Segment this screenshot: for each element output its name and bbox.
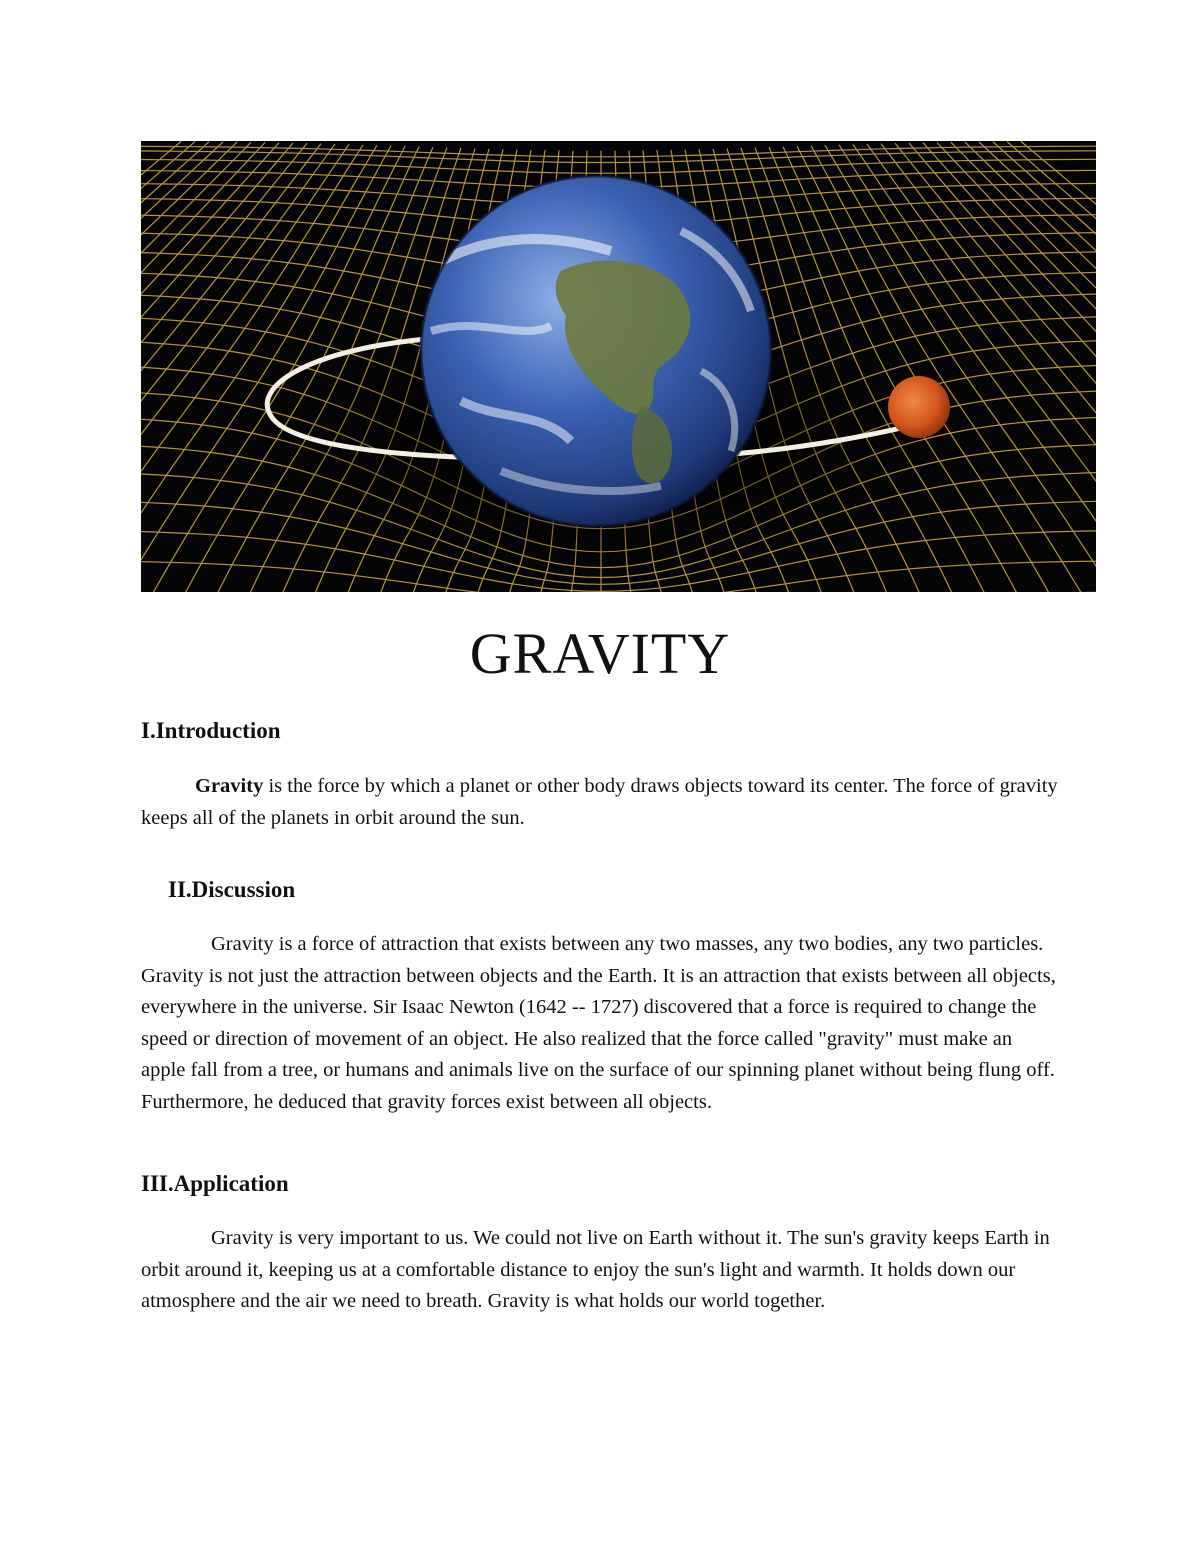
hero-image: [141, 141, 1096, 592]
section-heading-introduction: I.Introduction: [141, 718, 281, 743]
document-title: GRAVITY: [469, 621, 731, 686]
moon: [888, 376, 950, 438]
paragraph-introduction: [141, 771, 1061, 834]
term-gravity: Gravity: [195, 775, 264, 797]
section-heading-application: III.Application: [141, 1171, 289, 1196]
earth-globe: [421, 176, 771, 526]
earth-spacetime-illustration: [141, 141, 1096, 592]
section-heading-discussion: II.Discussion: [168, 877, 296, 902]
paragraph-application: Gravity is very important to us. We could not live on Earth without it. The sun's gravity keeps Earth in orbit around it, keeping us at a comfortable distance to enjoy the sun's light and warmth. It holds down our atmosphere and the air we need to breath. Gravity is what holds our world together.: [141, 1227, 1050, 1312]
paragraph-discussion: Gravity is a force of attraction that exists between any two masses, any two bodies, any two particles. Gravity is not just the attraction between objects and the Earth. It is an attraction that exists between all objects, everywhere in the universe. Sir Isaac Newton (1642 -- 1727) discovered that a force is required to change the speed or direction of movement of an object. He also realized that the force called "gravity" must make an apple fall from a tree, or humans and animals live on the surface of our spinning planet without being flung off. Furthermore, he deduced that gravity forces exist between all objects.: [141, 933, 1056, 1113]
paragraph-introduction-text: is the force by which a planet or other body draws objects toward its center. The force of gravity keeps all of the planets in orbit around the sun.: [141, 775, 1058, 829]
